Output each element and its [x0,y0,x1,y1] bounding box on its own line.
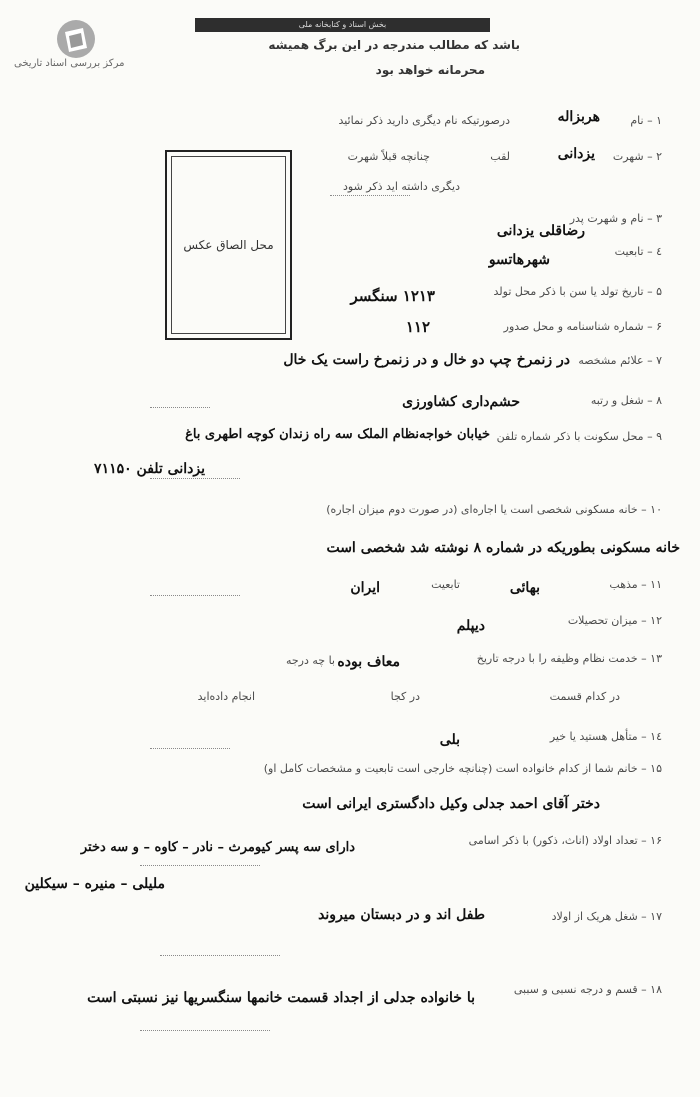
field-7-label: ۷ – علائم مشخصه [578,354,662,367]
field-4-value: شهرهاتسو [488,252,550,268]
field-4-label: ٤ – تابعیت [614,245,662,258]
field-9-value: خیابان خواجه‌نظام الملک سه راه زندان کوچه اطهری باغ [185,427,490,442]
field-11-dots [150,595,240,596]
field-16-label: ۱۶ – تعداد اولاد (اناث، ذکور) با ذکر اسامی [468,834,662,847]
field-8-dots [150,407,210,408]
field-13-label-e: انجام داده‌اید [197,690,255,703]
field-2-label: ۲ – شهرت [612,150,662,163]
field-16-value-b: ملیلی – منیره – سیکلین [24,876,165,892]
field-1-label: ۱ – نام [630,114,662,127]
field-1-note: درصورتیکه نام دیگری دارید ذکر نمائید [338,114,510,127]
field-10-label: ۱۰ – خانه مسکونی شخصی است یا اجاره‌ای (در صورت دوم میزان اجاره) [326,503,662,516]
field-13-label-c: در کدام قسمت [549,690,620,703]
field-8-value: حشم‌داری کشاورزی [402,394,520,410]
field-9-value-b: یزدانی تلفن ۷۱۱۵۰ [94,461,205,477]
field-14-value: بلی [439,732,460,748]
field-9-dots [150,478,240,479]
field-17-label: ۱۷ – شغل هریک از اولاد [551,910,662,923]
field-6-label: ۶ – شماره شناسنامه و محل صدور [503,320,662,333]
field-13-value: معاف بوده [337,654,400,670]
field-18-label: ۱۸ – قسم و درجه نسبی و سببی [513,983,662,996]
field-12-value: دیپلم [456,618,485,634]
field-16-dots [140,865,260,866]
field-17-value: طفل اند و در دبستان میروند [318,907,485,923]
field-7-value: در زنمرخ چپ دو خال و در زنمرخ راست یک خال [283,352,570,368]
notice-line-1: باشد که مطالب مندرجه در این برگ همیشه [268,38,520,52]
archive-logo-icon [55,18,97,60]
top-band: بخش اسناد و کتابخانه ملی [195,18,490,32]
field-18-value: با خانواده جدلی از اجداد قسمت خانمها سنگسریها نیز نسبتی است [87,990,475,1006]
field-10-value: خانه مسکونی بطوریکه در شماره ۸ نوشته شد شخصی است [326,540,680,556]
field-13-label-b: با چه درجه [285,654,335,667]
field-2-label-b: لقب [490,150,510,163]
notice-line-2: محرمانه خواهد بود [375,63,485,77]
logo-caption: مرکز بررسی اسناد تاریخی [14,58,125,69]
field-11-label-b: تابعیت [431,578,460,591]
field-3-label: ۳ – نام و شهرت پدر [569,212,662,225]
field-13-label: ۱۳ – خدمت نظام وظیفه را با درجه تاریخ [476,652,662,665]
field-15-value: دختر آقای احمد جدلی وکیل دادگستری ایرانی است [302,796,600,812]
field-2-dots [330,195,410,196]
photo-box-label: محل الصاق عکس [171,156,286,334]
field-11-value: بهائی [509,580,540,596]
field-18-dots [140,1030,270,1031]
field-16-value: دارای سه پسر کیومرث – نادر – کاوه – و سه دختر [80,840,355,855]
field-5-value: ۱۲۱۳ سنگسر [350,287,435,305]
field-3-value: رضاقلی یزدانی [496,223,585,239]
field-1-value: هربزاله [557,109,600,125]
field-17-dots [160,955,280,956]
field-12-label: ۱۲ – میزان تحصیلات [567,614,662,627]
field-2-value: یزدانی [557,146,595,162]
photo-box [165,150,292,340]
field-8-label: ۸ – شغل و رتبه [590,394,662,407]
field-14-label: ۱٤ – متأهل هستید یا خیر [549,730,662,743]
field-6-value: ۱۱۲ [405,318,430,336]
field-15-label: ۱۵ – خانم شما از کدام خانواده است (چنانچه خارجی است تابعیت و مشخصات کامل او) [263,762,662,775]
field-14-dots [150,748,230,749]
field-9-label: ۹ – محل سکونت با ذکر شماره تلفن [496,430,662,443]
field-5-label: ۵ – تاریخ تولد یا سن با ذکر محل تولد [493,285,662,298]
field-13-label-d: در کجا [390,690,420,703]
field-11-value-b: ایران [350,580,380,596]
field-2-label-d: دیگری داشته اید ذکر شود [343,180,460,193]
field-2-label-c: چنانچه قبلاً شهرت [347,150,430,163]
field-11-label: ۱۱ – مذهب [609,578,662,591]
